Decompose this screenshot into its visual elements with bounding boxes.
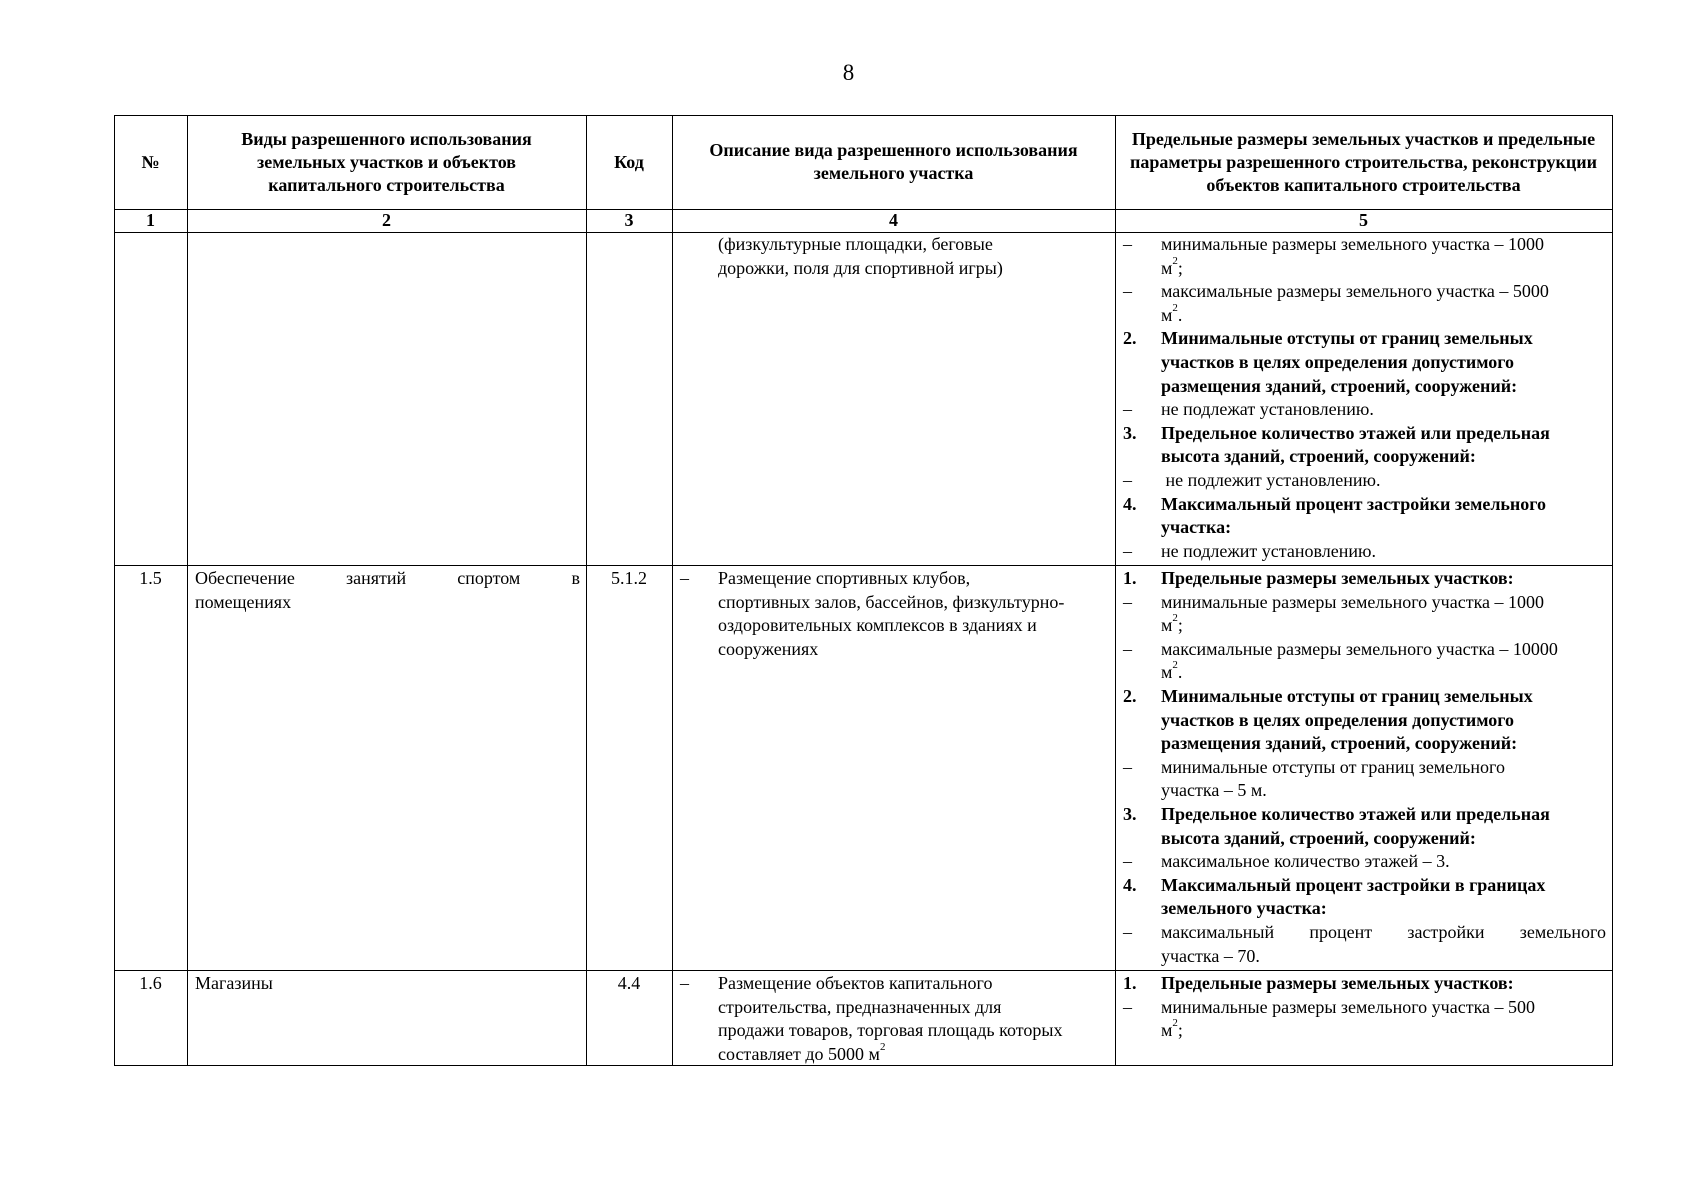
param-line: Максимальный процент застройки в границах [1161,874,1546,895]
param-line: участка: [1161,517,1232,538]
param-item [1123,280,1606,327]
param-heading [1123,685,1606,756]
param-line: земельного участка: [1161,898,1327,919]
parameters-cell [1115,233,1612,563]
param-line: размещения зданий, строений, сооружений: [1161,733,1518,754]
dash-marker: – [1123,921,1132,942]
code-cell: 4.4 [617,973,641,993]
param-heading [1123,874,1606,921]
param-heading [1123,803,1606,850]
param-line: участка – 5 м. [1161,780,1267,801]
param-line: Предельные размеры земельных участков: [1161,973,1514,993]
code-cell: 5.1.2 [611,568,647,588]
word: максимальный [1161,921,1275,942]
word: Обеспечение [195,568,295,588]
superscript: 2 [1172,612,1178,625]
land-use-type-line [195,567,580,591]
description-line: строительства, предназначенных для [718,996,1002,1017]
area-unit: м [1161,1020,1173,1041]
table-border-right [1612,115,1613,1066]
param-line: максимальные размеры земельного участка – 10000 [1161,638,1558,659]
param-heading [1123,567,1606,591]
param-line: Минимальные отступы от границ земельных [1161,685,1533,706]
punctuation: ; [1177,257,1183,278]
param-line: Минимальные отступы от границ земельных [1161,328,1533,349]
column-number: 1 [146,210,155,230]
column-number: 3 [624,210,634,230]
item-number: 2. [1123,328,1137,349]
param-line: Предельное количество этажей или предельная [1161,803,1550,824]
param-line: минимальные отступы от границ земельного [1161,756,1505,777]
superscript: 2 [1172,301,1178,314]
description-line: (физкультурные площадки, беговые [718,234,993,254]
dash-marker: – [680,568,689,588]
dash-marker: – [1123,469,1132,490]
column-number: 5 [1359,210,1368,230]
description-cell [672,567,1115,661]
dash-marker: – [1123,234,1132,254]
header-parameters: Предельные размеры земельных участков и предельные параметры разрешенного строительства, реконструкции объектов капитального строительства [1130,128,1597,195]
param-item [1123,540,1606,564]
word: процент [1309,921,1373,942]
param-heading [1123,422,1606,469]
superscript: 2 [879,1040,886,1053]
param-line: не подлежит установлению. [1161,540,1376,561]
param-heading [1123,327,1606,398]
param-item [1123,921,1606,968]
area-unit: м [1161,257,1173,278]
land-use-type-line: помещениях [195,591,292,612]
param-line: Предельные размеры земельных участков: [1161,568,1514,588]
param-line: высота зданий, строений, сооружений: [1161,446,1476,467]
header-description: Описание вида разрешенного использования земельного участка [709,140,1078,183]
row-number: 1.5 [139,568,162,588]
dash-marker: – [1123,851,1132,872]
header-code: Код [614,151,644,172]
dash-marker: – [1123,399,1132,420]
punctuation: . [1177,662,1183,683]
param-item [1123,756,1606,803]
param-item [1123,850,1606,874]
parameters-cell [1115,567,1612,968]
item-number: 2. [1123,685,1137,706]
param-line: минимальные размеры земельного участка – 1000 [1161,591,1545,612]
item-number: 4. [1123,493,1137,514]
param-line: участков в целях определения допустимого [1161,709,1514,730]
param-heading [1123,972,1606,996]
punctuation: ; [1177,615,1183,636]
item-number: 1. [1123,568,1137,588]
dash-marker: – [1123,756,1132,777]
param-line [1161,921,1606,945]
word: застройки [1407,921,1485,942]
dash-marker: – [1123,281,1132,302]
param-line: участков в целях определения допустимого [1161,351,1514,372]
column-number: 4 [889,210,898,230]
column-number: 2 [382,210,391,230]
area-unit: м [1161,304,1173,325]
land-use-table [114,115,1613,1066]
area-unit: м [1161,662,1173,683]
param-item [1123,233,1606,280]
header-land-use-types: Виды разрешенного использования земельных участков и объектов капитального строительства [241,128,532,195]
description-line: Размещение объектов капитального [718,973,993,993]
word: занятий [345,568,407,588]
parameters-cell [1115,972,1612,1043]
item-number: 4. [1123,874,1137,895]
param-line: не подлежат установлению. [1161,399,1374,420]
param-line: не подлежит установлению. [1161,469,1381,490]
description-line: сооружениях [718,638,819,659]
punctuation: . [1177,304,1183,325]
row-number: 1.6 [139,973,162,993]
param-line: максимальные размеры земельного участка – 5000 [1161,281,1549,302]
param-line: Максимальный процент застройки земельного [1161,493,1547,514]
param-line: максимальное количество этажей – 3. [1161,851,1450,872]
param-line: размещения зданий, строений, сооружений: [1161,375,1518,396]
row-divider [114,565,1613,566]
area-unit: м [1161,615,1173,636]
land-use-type-cell: Магазины [195,973,273,993]
dash-marker: – [1123,591,1132,612]
dash-marker: – [1123,540,1132,561]
description-line: Размещение спортивных клубов, [718,568,971,588]
page-number: 8 [842,60,855,85]
word: спортом [457,568,521,588]
param-line: высота зданий, строений, сооружений: [1161,827,1476,848]
row-divider [114,970,1613,971]
description-line: продажи товаров, торговая площадь которых [718,1020,1063,1041]
description-line: составляет до 5000 м [718,1043,880,1064]
superscript: 2 [1172,1017,1178,1030]
description-line: оздоровительных комплексов в зданиях и [718,615,1037,636]
item-number: 3. [1123,422,1137,443]
dash-marker: – [1123,638,1132,659]
param-item [1123,469,1606,493]
param-item [1123,638,1606,685]
param-line: Предельное количество этажей или предельная [1161,422,1550,443]
param-item [1123,996,1606,1043]
dash-marker: – [1123,996,1132,1017]
description-cell [672,233,1115,280]
superscript: 2 [1172,659,1178,672]
header-number: № [141,151,160,172]
word: в [571,568,580,588]
dash-marker: – [680,973,689,993]
description-cell [672,972,1115,1066]
param-line: участка – 70. [1161,945,1260,966]
param-item [1123,398,1606,422]
item-number: 1. [1123,973,1137,993]
param-line: минимальные размеры земельного участка – 500 [1161,996,1536,1017]
item-number: 3. [1123,803,1137,824]
param-item [1123,591,1606,638]
param-line: минимальные размеры земельного участка – 1000 [1161,234,1545,254]
description-line: спортивных залов, бассейнов, физкультурно- [718,591,1065,612]
land-use-type-cell [187,567,586,614]
punctuation: ; [1177,1020,1183,1041]
word: земельного [1519,921,1606,942]
description-line: дорожки, поля для спортивной игры) [718,257,1003,278]
superscript: 2 [1172,254,1178,267]
param-heading [1123,493,1606,540]
